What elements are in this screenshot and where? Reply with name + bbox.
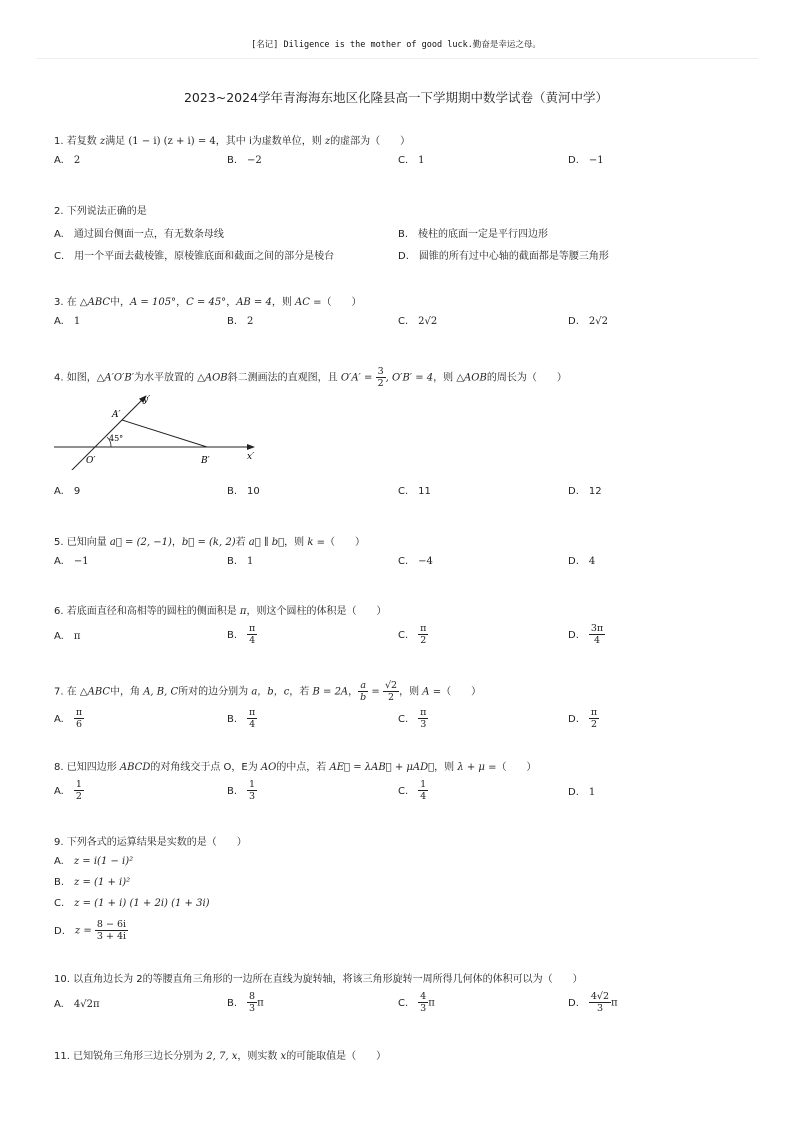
question-6 <box>54 605 754 653</box>
option-d[interactable]: D. $\frac{\pi}{2}$ <box>568 707 598 730</box>
option-c[interactable]: C. 2√2 <box>398 316 438 327</box>
question-7 <box>54 680 754 737</box>
question-10-stem: 10. 以直角边长为 2的等腰直角三角形的一边所在直线为旋转轴，将该三角形旋转一周所得几何体的体积可以为（ ） <box>54 974 583 985</box>
option-b[interactable]: B. z = (1 + i)² <box>54 877 131 888</box>
option-d[interactable]: D. 1 <box>568 787 596 798</box>
question-2-options <box>54 223 754 267</box>
option-a[interactable]: A. 1 <box>54 316 81 327</box>
question-9-options <box>54 856 754 949</box>
y-axis-line <box>56 396 146 470</box>
option-a[interactable]: A. $\frac{\pi}{6}$ <box>54 707 83 730</box>
question-8 <box>54 761 754 809</box>
option-a[interactable]: A. π <box>54 631 81 642</box>
point-o-label: O′ <box>86 456 96 466</box>
point-b-label: B′ <box>201 456 210 466</box>
question-4-options-wrap <box>54 486 754 506</box>
question-8-options <box>54 779 754 809</box>
question-1-stem: 1. 若复数 z满足 (1 − i) (z + i) = 4，其中 i为虚数单位，则 z的虚部为（ ） <box>54 136 411 147</box>
question-11 <box>54 1050 754 1064</box>
option-b[interactable]: B. 10 <box>227 486 260 497</box>
option-b[interactable]: B. −2 <box>227 155 262 166</box>
option-c[interactable]: C. $\frac{1}{4}$ <box>398 779 427 802</box>
option-b[interactable]: B. 2 <box>227 316 254 327</box>
segment-a-b <box>122 420 207 447</box>
question-4-options <box>54 486 754 506</box>
question-7-options <box>54 707 754 737</box>
option-d[interactable]: D. $\frac{3\pi}{4}$ <box>568 623 604 646</box>
question-3-stem: 3. 在 △ABC中，A = 105°，C = 45°，AB = 4，则 AC =（ ） <box>54 297 362 308</box>
option-b[interactable]: B. 1 <box>227 556 254 567</box>
option-c[interactable]: C. $\frac{4}{3}$ π <box>398 991 435 1014</box>
question-2-stem: 2. 下列说法正确的是 <box>54 206 147 217</box>
header-divider <box>36 58 758 59</box>
question-2 <box>54 205 754 267</box>
question-3 <box>54 296 754 336</box>
question-1 <box>54 135 754 175</box>
x-axis-label: x′ <box>247 452 255 462</box>
document-title: 2023~2024学年青海海东地区化隆县高一下学期期中数学试卷（黄河中学） <box>183 90 609 105</box>
question-5-stem: 5. 已知向量 a⃗ = (2, −1)，b⃗ = (k, 2)若 a⃗ ∥ b⃗，则 k =（ ） <box>54 537 365 548</box>
question-6-stem: 6. 若底面直径和高相等的圆柱的侧面积是 π，则这个圆柱的体积是（ ） <box>54 606 387 617</box>
option-a[interactable]: A. $\frac{1}{2}$ <box>54 779 82 802</box>
option-c[interactable]: C. −4 <box>398 556 433 567</box>
option-c[interactable]: C. 1 <box>398 155 425 166</box>
y-axis-label: y′ <box>143 395 151 405</box>
option-d[interactable]: D. z = $\frac{8 - 6i}{3 + 4i}$ <box>54 919 127 942</box>
option-b[interactable]: B. $\frac{\pi}{4}$ <box>227 707 256 730</box>
question-5-options <box>54 556 754 576</box>
option-a[interactable]: A. z = i(1 − i)² <box>54 856 134 867</box>
option-c[interactable]: C. 用一个平面去截棱锥，原棱锥底面和截面之间的部分是棱台 <box>54 251 335 262</box>
question-7-stem: 7. 在 △ABC中，角 A, B, C所对的边分别为 a，b，c，若 B = 2A， $\frac{a}{b}$ = $\frac{√2}{2}$ ，则 A =（ ） <box>54 680 482 703</box>
option-a[interactable]: A. 2 <box>54 155 81 166</box>
option-c[interactable]: C. 11 <box>398 486 431 497</box>
option-b[interactable]: B. $\frac{\pi}{4}$ <box>227 623 256 646</box>
option-c[interactable]: C. z = (1 + i) (1 + 2i) (1 + 3i) <box>54 898 210 909</box>
option-a[interactable]: A. 通过圆台侧面一点，有无数条母线 <box>54 229 224 240</box>
question-6-options <box>54 623 754 653</box>
question-9 <box>54 836 754 949</box>
option-d[interactable]: D. 12 <box>568 486 602 497</box>
option-a[interactable]: A. −1 <box>54 556 89 567</box>
angle-label: 45° <box>109 434 124 443</box>
option-b[interactable]: B. $\frac{1}{3}$ <box>227 779 256 802</box>
question-1-options <box>54 155 754 175</box>
option-d[interactable]: D. 4 <box>568 556 596 567</box>
question-9-stem: 9. 下列各式的运算结果是实数的是（ ） <box>54 837 247 848</box>
question-4 <box>54 366 754 389</box>
question-8-stem: 8. 已知四边形 ABCD的对角线交于点 O，E为 AO的中点，若 AE⃗ = λAB⃗ + μAD⃗，则 λ + μ =（ ） <box>54 762 537 773</box>
question-4-stem: 4. 如图，△A′O′B′为水平放置的 △AOB斜二测画法的直观图，且 O′A′ = $\frac{3}{2}$ , O′B′ = 4，则 △AOB的周长为（ ） <box>54 366 567 389</box>
question-10 <box>54 973 754 1021</box>
point-a-label: A′ <box>112 410 121 420</box>
option-c[interactable]: C. $\frac{\pi}{2}$ <box>398 623 427 646</box>
question-11-stem: 11. 已知锐角三角形三边长分别为 2, 7, x，则实数 x的可能取值是（ ） <box>54 1051 387 1062</box>
header-note: [名记] Diligence is the mother of good luck.勤奋是幸运之母。 <box>251 40 541 50</box>
question-10-options <box>54 991 754 1021</box>
oblique-projection-diagram <box>54 390 269 470</box>
question-5 <box>54 536 754 576</box>
option-a[interactable]: A. 9 <box>54 486 81 497</box>
option-a[interactable]: A. 4√2π <box>54 999 100 1010</box>
option-d[interactable]: D. $\frac{4√2}{3}$ π <box>568 991 618 1014</box>
option-d[interactable]: D. 2√2 <box>568 316 608 327</box>
option-d[interactable]: D. −1 <box>568 155 604 166</box>
question-3-options <box>54 316 754 336</box>
option-d[interactable]: D. 圆锥的所有过中心轴的截面都是等腰三角形 <box>398 251 609 262</box>
option-c[interactable]: C. $\frac{\pi}{3}$ <box>398 707 427 730</box>
option-b[interactable]: B. $\frac{8}{3}$ π <box>227 991 264 1014</box>
option-b[interactable]: B. 棱柱的底面一定是平行四边形 <box>398 229 549 240</box>
